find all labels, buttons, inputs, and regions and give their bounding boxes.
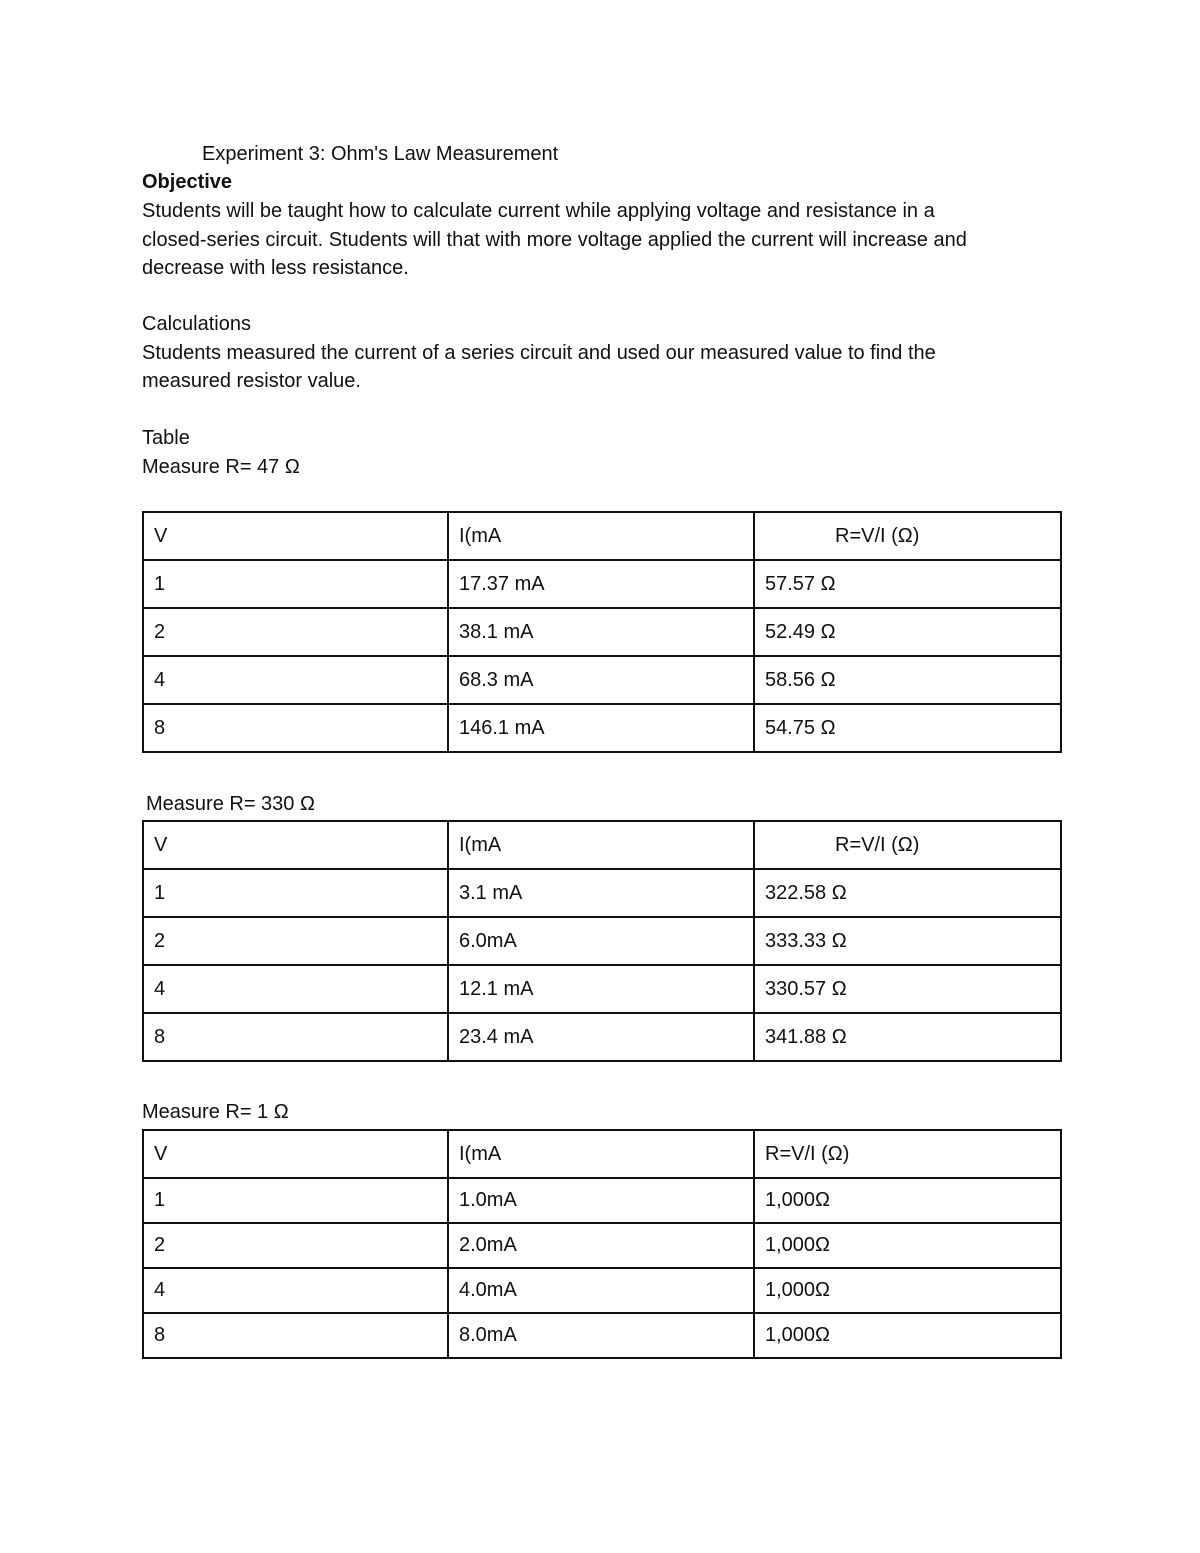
objective-line-3: decrease with less resistance.: [142, 257, 409, 279]
table-caption-47: Measure R= 47 Ω: [142, 456, 300, 478]
table-row: [143, 917, 1061, 965]
cell-resistance: 52.49 Ω: [754, 608, 1061, 656]
cell-current: 146.1 mA: [448, 704, 754, 752]
cell-voltage: 4: [143, 656, 448, 704]
document-title: Experiment 3: Ohm's Law Measurement: [202, 143, 559, 165]
objective-line-2: closed-series circuit. Students will that with more voltage applied the current will increase and: [142, 229, 967, 251]
header-resistance: R=V/I (Ω): [754, 1130, 1061, 1178]
table-caption-1: Measure R= 1 Ω: [142, 1101, 289, 1123]
cell-voltage: 1: [143, 869, 448, 917]
header-voltage: V: [143, 821, 448, 869]
measurement-table-1: [142, 1129, 1062, 1359]
table-row: [143, 1013, 1061, 1061]
cell-current: 68.3 mA: [448, 656, 754, 704]
table-row: [143, 1313, 1061, 1358]
table-row: [143, 608, 1061, 656]
cell-current: 23.4 mA: [448, 1013, 754, 1061]
cell-current: 1.0mA: [448, 1178, 754, 1223]
cell-voltage: 1: [143, 560, 448, 608]
table-row: [143, 560, 1061, 608]
header-resistance: R=V/I (Ω): [754, 821, 1061, 869]
table-row: [143, 1268, 1061, 1313]
cell-resistance: 1,000Ω: [754, 1313, 1061, 1358]
cell-voltage: 2: [143, 608, 448, 656]
table-row: [143, 1223, 1061, 1268]
cell-voltage: 4: [143, 1268, 448, 1313]
measurement-table-330: [142, 820, 1062, 1062]
measurement-table-47: [142, 511, 1062, 753]
cell-resistance: 57.57 Ω: [754, 560, 1061, 608]
table-row: [143, 704, 1061, 752]
header-voltage: V: [143, 512, 448, 560]
cell-voltage: 1: [143, 1178, 448, 1223]
table-header-row: [143, 512, 1061, 560]
cell-resistance: 322.58 Ω: [754, 869, 1061, 917]
cell-current: 38.1 mA: [448, 608, 754, 656]
table-row: [143, 965, 1061, 1013]
table-header-row: [143, 821, 1061, 869]
cell-resistance: 1,000Ω: [754, 1268, 1061, 1313]
header-resistance: R=V/I (Ω): [754, 512, 1061, 560]
table-header-row: [143, 1130, 1061, 1178]
cell-resistance: 1,000Ω: [754, 1223, 1061, 1268]
objective-line-1: Students will be taught how to calculate current while applying voltage and resistance in a: [142, 200, 935, 222]
cell-resistance: 1,000Ω: [754, 1178, 1061, 1223]
cell-current: 8.0mA: [448, 1313, 754, 1358]
calculations-line-1: Students measured the current of a series circuit and used our measured value to find the: [142, 342, 936, 364]
table-row: [143, 1178, 1061, 1223]
calculations-line-2: measured resistor value.: [142, 370, 361, 392]
table-row: [143, 869, 1061, 917]
cell-current: 3.1 mA: [448, 869, 754, 917]
cell-voltage: 2: [143, 917, 448, 965]
header-current: I(mA: [448, 1130, 754, 1178]
header-voltage: V: [143, 1130, 448, 1178]
cell-voltage: 4: [143, 965, 448, 1013]
cell-voltage: 8: [143, 1313, 448, 1358]
cell-resistance: 341.88 Ω: [754, 1013, 1061, 1061]
cell-resistance: 333.33 Ω: [754, 917, 1061, 965]
cell-current: 12.1 mA: [448, 965, 754, 1013]
header-current: I(mA: [448, 821, 754, 869]
cell-voltage: 8: [143, 1013, 448, 1061]
cell-current: 17.37 mA: [448, 560, 754, 608]
cell-current: 2.0mA: [448, 1223, 754, 1268]
table-heading: Table: [142, 427, 190, 449]
header-current: I(mA: [448, 512, 754, 560]
cell-current: 4.0mA: [448, 1268, 754, 1313]
table-caption-330: Measure R= 330 Ω: [146, 793, 315, 815]
cell-current: 6.0mA: [448, 917, 754, 965]
cell-resistance: 58.56 Ω: [754, 656, 1061, 704]
calculations-heading: Calculations: [142, 313, 251, 335]
cell-resistance: 330.57 Ω: [754, 965, 1061, 1013]
objective-heading: Objective: [142, 171, 233, 193]
cell-voltage: 8: [143, 704, 448, 752]
cell-voltage: 2: [143, 1223, 448, 1268]
cell-resistance: 54.75 Ω: [754, 704, 1061, 752]
table-row: [143, 656, 1061, 704]
